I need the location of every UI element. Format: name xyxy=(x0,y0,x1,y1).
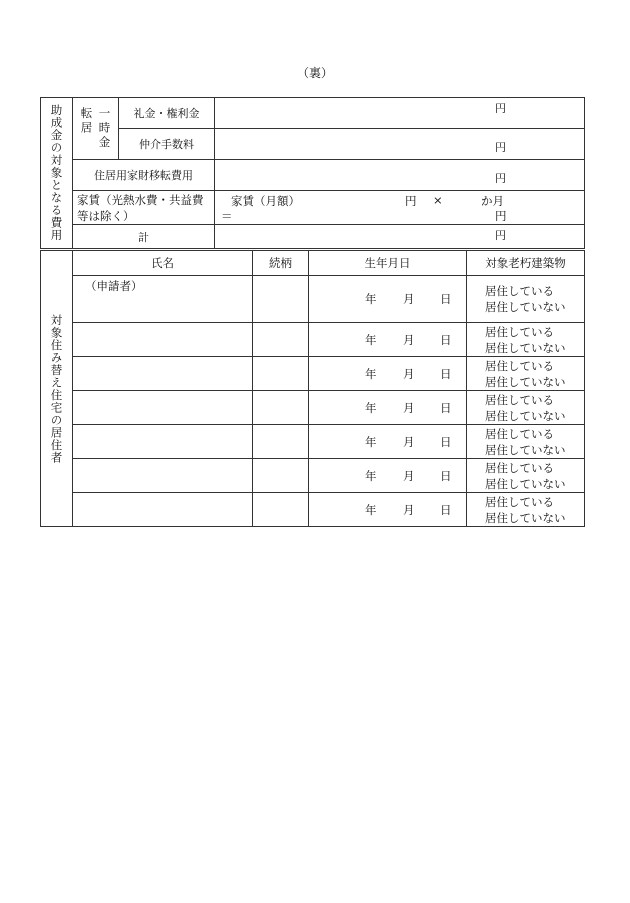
month-label: 月 xyxy=(403,468,415,483)
not-living-option[interactable]: 居住していない xyxy=(485,510,566,525)
birth-date-cell[interactable] xyxy=(309,391,467,425)
residence-status-cell[interactable] xyxy=(467,391,585,425)
name-cell[interactable] xyxy=(73,459,253,493)
residents-section-label-cell xyxy=(41,251,73,527)
brokerage-amount[interactable] xyxy=(215,129,585,160)
rent-total-yen: 円 xyxy=(495,209,507,223)
lump-label-b: 転居 xyxy=(79,106,94,136)
residence-status-cell[interactable] xyxy=(467,493,585,527)
day-label: 日 xyxy=(440,292,452,306)
brokerage-label: 仲介手数料 xyxy=(119,129,215,160)
not-living-option[interactable]: 居住していない xyxy=(485,374,566,389)
living-option[interactable]: 居住している xyxy=(485,460,554,475)
day-label: 日 xyxy=(440,502,452,517)
total-amount[interactable] xyxy=(215,225,585,249)
birth-date-cell[interactable] xyxy=(309,276,467,323)
yen-unit: 円 xyxy=(495,229,506,242)
residents-table xyxy=(40,250,585,527)
moving-label: 住居用家財移転費用 xyxy=(73,160,215,191)
residence-status-cell[interactable] xyxy=(467,459,585,493)
birth-date-cell[interactable] xyxy=(309,459,467,493)
col-header-birth: 生年月日 xyxy=(309,251,467,276)
day-label: 日 xyxy=(440,434,452,449)
rent-monthly-label: 家賃（月額） xyxy=(231,194,300,208)
expenses-section-label-cell xyxy=(41,98,73,249)
year-label: 年 xyxy=(365,332,377,347)
relation-cell[interactable] xyxy=(253,357,309,391)
birth-date-cell[interactable] xyxy=(309,425,467,459)
lump-label-a: 一時金 xyxy=(97,106,112,151)
year-label: 年 xyxy=(365,434,377,449)
key-money-label: 礼金・権利金 xyxy=(119,98,215,129)
month-label: 月 xyxy=(403,332,415,347)
rent-months: か月 xyxy=(481,194,504,208)
living-option[interactable]: 居住している xyxy=(485,358,554,373)
residence-status-cell[interactable] xyxy=(467,425,585,459)
expenses-section-label: 助成金の対象となる費用 xyxy=(49,104,64,242)
yen-unit: 円 xyxy=(495,172,506,185)
living-option[interactable]: 居住している xyxy=(485,284,554,298)
key-money-amount[interactable] xyxy=(215,98,585,129)
relation-cell[interactable] xyxy=(253,459,309,493)
residence-status-cell[interactable] xyxy=(467,276,585,323)
month-label: 月 xyxy=(403,366,415,381)
expenses-table xyxy=(40,97,585,249)
relation-cell[interactable] xyxy=(253,493,309,527)
residence-status-cell[interactable] xyxy=(467,323,585,357)
birth-date-cell[interactable] xyxy=(309,493,467,527)
residents-section-label: 対象住み替え住宅の居住者 xyxy=(49,313,64,464)
lump-sum-label-cell xyxy=(73,98,119,160)
residence-status-cell[interactable] xyxy=(467,357,585,391)
day-label: 日 xyxy=(440,366,452,381)
table-row xyxy=(41,425,585,459)
year-label: 年 xyxy=(365,468,377,483)
birth-date-cell[interactable] xyxy=(309,357,467,391)
living-option[interactable]: 居住している xyxy=(485,324,554,339)
name-cell[interactable] xyxy=(73,323,253,357)
rent-calc-cell[interactable] xyxy=(215,191,585,225)
month-label: 月 xyxy=(403,434,415,449)
not-living-option[interactable]: 居住していない xyxy=(485,408,566,423)
relation-cell[interactable] xyxy=(253,323,309,357)
living-option[interactable]: 居住している xyxy=(485,426,554,441)
table-row xyxy=(41,493,585,527)
not-living-option[interactable]: 居住していない xyxy=(485,476,566,491)
name-cell[interactable] xyxy=(73,425,253,459)
col-header-name: 氏名 xyxy=(73,251,253,276)
rent-equals: ＝ xyxy=(221,209,233,223)
day-label: 日 xyxy=(440,400,452,415)
year-label: 年 xyxy=(365,502,377,517)
table-row xyxy=(41,391,585,425)
table-row xyxy=(41,459,585,493)
total-label: 計 xyxy=(73,225,215,249)
rent-yen: 円 xyxy=(405,194,417,208)
month-label: 月 xyxy=(403,400,415,415)
rent-label: 家賃（光熱水費・共益費等は除く） xyxy=(73,191,215,225)
relation-cell[interactable] xyxy=(253,425,309,459)
name-cell[interactable] xyxy=(73,357,253,391)
not-living-option[interactable]: 居住していない xyxy=(485,300,566,314)
day-label: 日 xyxy=(440,468,452,483)
month-label: 月 xyxy=(403,502,415,517)
not-living-option[interactable]: 居住していない xyxy=(485,340,566,355)
table-row xyxy=(41,276,585,323)
col-header-building: 対象老朽建築物 xyxy=(467,251,585,276)
page-heading: （裏） xyxy=(296,66,333,80)
year-label: 年 xyxy=(365,292,377,306)
name-cell[interactable]: （申請者） xyxy=(73,276,253,323)
table-row xyxy=(41,323,585,357)
living-option[interactable]: 居住している xyxy=(485,392,554,407)
year-label: 年 xyxy=(365,400,377,415)
yen-unit: 円 xyxy=(495,102,506,115)
name-cell[interactable] xyxy=(73,391,253,425)
table-row xyxy=(41,357,585,391)
birth-date-cell[interactable] xyxy=(309,323,467,357)
day-label: 日 xyxy=(440,332,452,347)
rent-times: × xyxy=(433,193,443,207)
year-label: 年 xyxy=(365,366,377,381)
relation-cell[interactable] xyxy=(253,276,309,323)
month-label: 月 xyxy=(403,292,415,306)
relation-cell[interactable] xyxy=(253,391,309,425)
living-option[interactable]: 居住している xyxy=(485,494,554,509)
not-living-option[interactable]: 居住していない xyxy=(485,442,566,457)
moving-amount[interactable] xyxy=(215,160,585,191)
yen-unit: 円 xyxy=(495,141,506,154)
name-cell[interactable] xyxy=(73,493,253,527)
col-header-relation: 続柄 xyxy=(253,251,309,276)
